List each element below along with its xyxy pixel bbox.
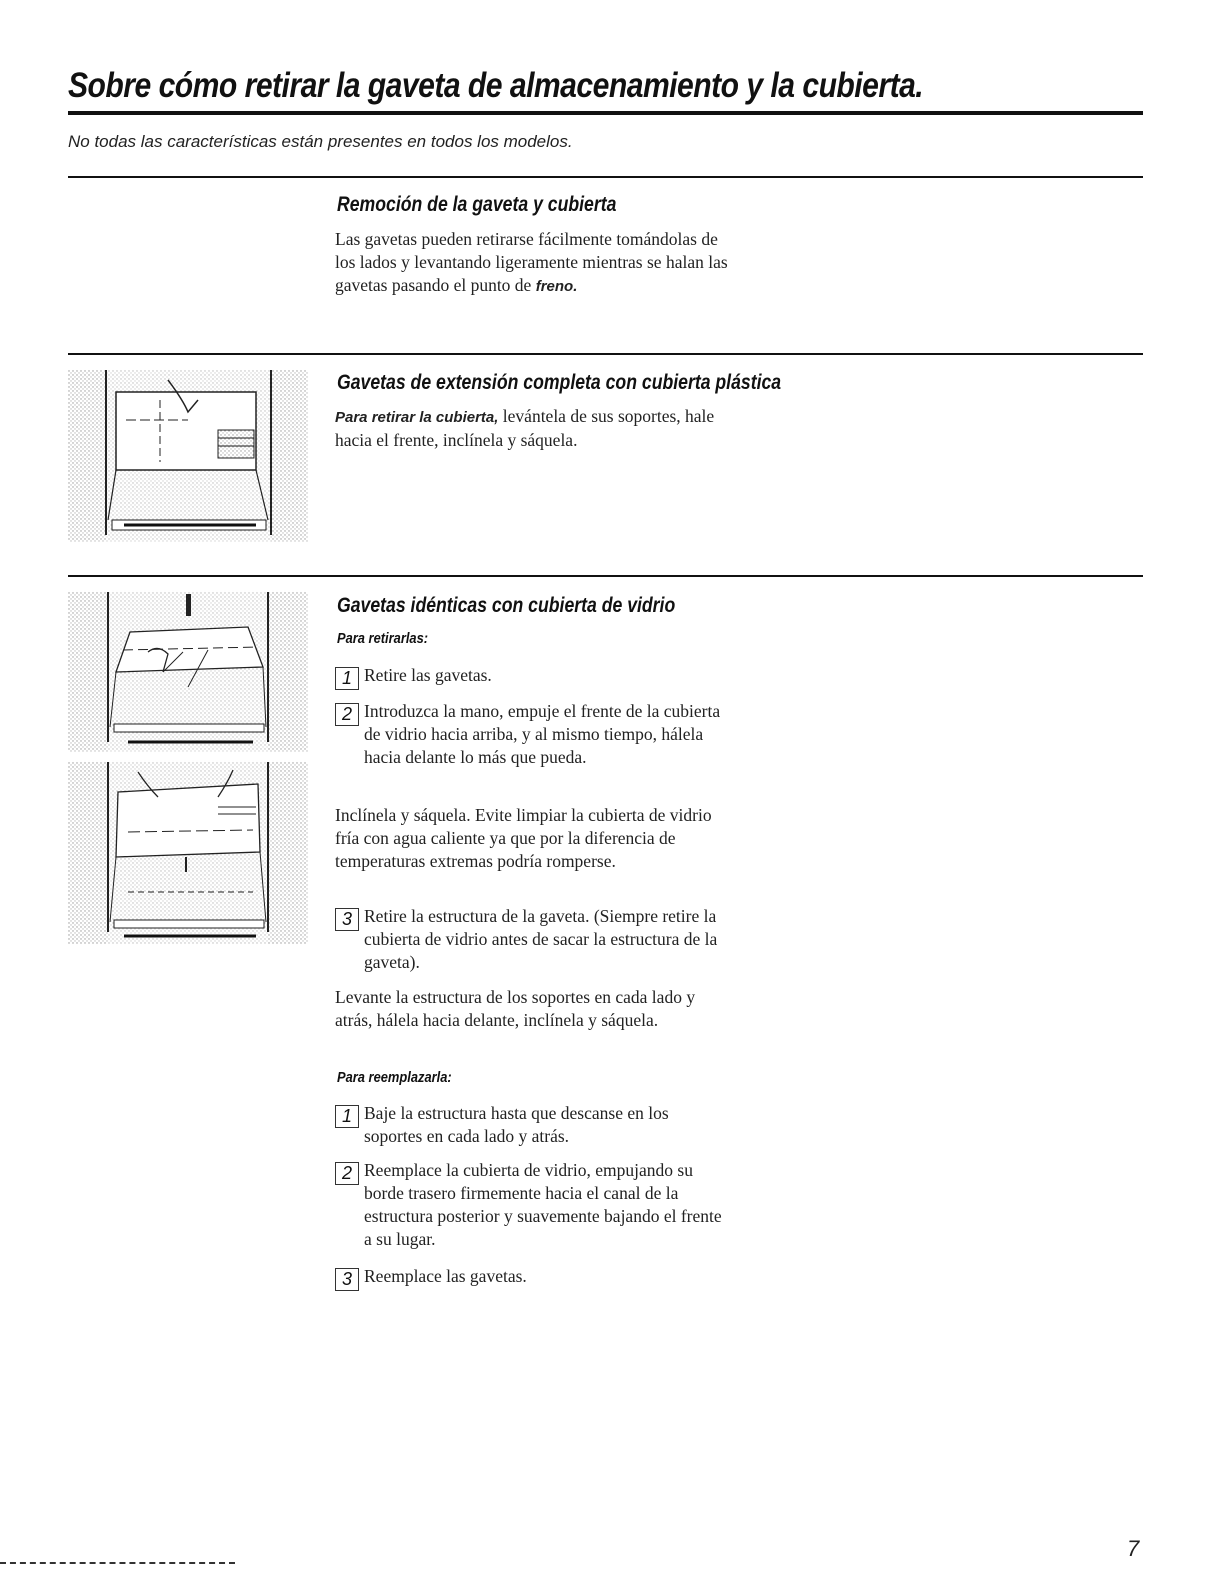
remove-step-2 bbox=[335, 700, 730, 769]
step-number: 2 bbox=[335, 1162, 359, 1185]
remove-note-2: Levante la estructura de los soportes en cada lado y atrás, hálela hacia delante, inclínela y sáquela. bbox=[335, 987, 696, 1030]
replace-step-2 bbox=[335, 1159, 730, 1251]
section3-heading: Gavetas idénticas con cubierta de vidrio bbox=[337, 594, 676, 617]
page-number: 7 bbox=[1127, 1536, 1140, 1561]
replace-step-1 bbox=[335, 1102, 730, 1148]
replace-label: Para reemplazarla: bbox=[337, 1069, 452, 1086]
section1-keyword: freno. bbox=[535, 278, 578, 295]
glass-cover-illustration-2 bbox=[68, 762, 308, 944]
step-number: 3 bbox=[335, 908, 359, 931]
remove-step-3 bbox=[335, 905, 730, 974]
footer-rule bbox=[0, 1562, 235, 1566]
step-number: 1 bbox=[335, 667, 359, 690]
section2-text: levántela de sus soportes, hale hacia el frente, inclínela y sáquela. bbox=[335, 406, 715, 450]
section1-text: Las gavetas pueden retirarse fácilmente tomándolas de los lados y levantando ligeramente mientras se halan las gavetas pasando el punto de bbox=[335, 229, 728, 295]
step-text: Retire la estructura de la gaveta. (Siempre retire la cubierta de vidrio antes de sacar la estructura de la gaveta). bbox=[364, 906, 718, 972]
page-subtitle: No todas las características están presentes en todos los modelos. bbox=[68, 132, 573, 151]
replace-step-3 bbox=[335, 1265, 730, 1288]
glass-cover-illustration-1 bbox=[68, 592, 308, 752]
step-text: Baje la estructura hasta que descanse en los soportes en cada lado y atrás. bbox=[364, 1103, 669, 1146]
section-divider bbox=[68, 575, 1143, 577]
step-number: 3 bbox=[335, 1268, 359, 1291]
step-text: Retire las gavetas. bbox=[364, 665, 492, 685]
section-divider bbox=[68, 176, 1143, 178]
section2-body bbox=[335, 405, 730, 452]
remove-note-1: Inclínela y sáquela. Evite limpiar la cubierta de vidrio fría con agua caliente ya que por la diferencia de temperaturas extremas podría romperse. bbox=[335, 805, 712, 871]
step-text: Introduzca la mano, empuje el frente de la cubierta de vidrio hacia arriba, y al mismo tiempo, hálela hacia delante lo más que pueda. bbox=[364, 701, 721, 767]
step-number: 1 bbox=[335, 1105, 359, 1128]
remove-label: Para retirarlas: bbox=[337, 630, 429, 647]
step-text: Reemplace la cubierta de vidrio, empujando su borde trasero firmemente hacia el canal de la estructura posterior y suavemente bajando el frente a su lugar. bbox=[364, 1160, 722, 1249]
remove-step-1 bbox=[335, 664, 730, 687]
section1-heading: Remoción de la gaveta y cubierta bbox=[337, 193, 617, 216]
section2-heading: Gavetas de extensión completa con cubierta plástica bbox=[337, 371, 782, 394]
section-divider bbox=[68, 353, 1143, 355]
step-text: Reemplace las gavetas. bbox=[364, 1266, 527, 1286]
step-number: 2 bbox=[335, 703, 359, 726]
page-title: Sobre cómo retirar la gaveta de almacenamiento y la cubierta. bbox=[68, 66, 924, 105]
title-rule bbox=[68, 111, 1143, 115]
section2-lead: Para retirar la cubierta, bbox=[335, 409, 499, 426]
section1-body bbox=[335, 228, 730, 298]
drawer-cover-illustration bbox=[68, 370, 308, 542]
